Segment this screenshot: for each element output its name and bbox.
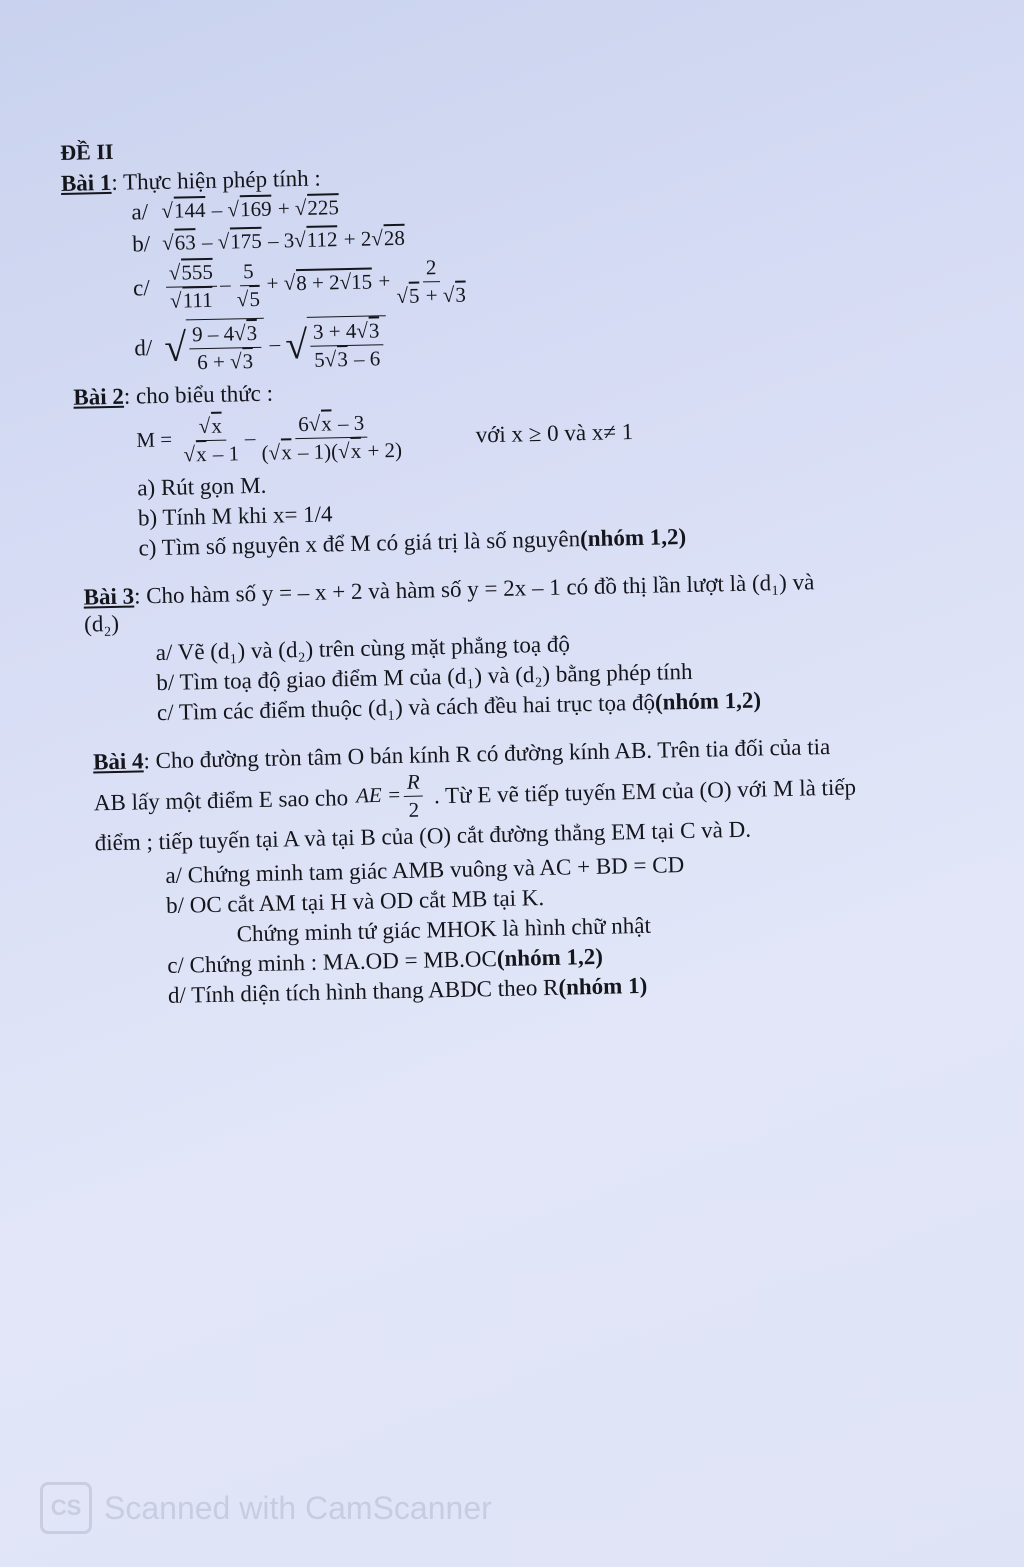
bai3-item-a: a/ Vẽ (d₁) và (d₂) trên cùng mặt phẳng toạ độ: [155, 631, 571, 666]
exam-heading: ĐỀ II: [60, 138, 114, 165]
bai4-ae-formula: AE = $\frac{R}{2}$: [356, 769, 427, 824]
bai4-d-text: d/ Tính diện tích hình thang ABDC theo R: [167, 974, 559, 1009]
bai1-d-label: d/: [134, 335, 153, 361]
bai4-intro: : Cho đường tròn tâm O bán kính R có đường kính AB. Trên tia đối của tia: [143, 734, 831, 774]
bai3-item-b: b/ Tìm toạ độ giao điểm M của (d₁) và (d₂) bằng phép tính: [156, 659, 693, 696]
bai2-item-a: a) Rút gọn M.: [137, 472, 267, 501]
bai4-label: Bài 4: [92, 748, 144, 775]
bai4-intro2b: . Từ E vẽ tiếp tuyến EM của (O) với M là tiếp: [433, 774, 857, 808]
bai3-c-group: (nhóm 1,2): [654, 687, 762, 715]
bai2-c-group: (nhóm 1,2): [579, 523, 687, 551]
bai2-m-expression: M = $\frac{√x}{√x - 1}$ – $\frac{6√x - 3}{(√x - 1)(√x + 2)}$: [136, 410, 403, 467]
bai2-intro: : cho biểu thức :: [123, 380, 274, 409]
bai4-intro-line3: điểm ; tiếp tuyến tại A và tại B của (O) cắt đường thẳng EM tại C và D.: [94, 816, 752, 856]
bai1-c-label: c/: [132, 275, 150, 301]
bai2-condition: với x ≥ 0 và x≠ 1: [475, 418, 634, 448]
bai4-c-text: c/ Chứng minh : MA.OD = MB.OC: [167, 946, 498, 979]
bai4-c-group: (nhóm 1,2): [496, 943, 604, 972]
bai1-label: Bài 1: [60, 170, 112, 197]
bai1-c-expression: $\frac{√555}{√111}$ – $\frac{5}{√5}$ + √8 + 2√15 + $\frac{2}{√5 + √3}$: [163, 255, 474, 315]
bai4-item-b2: Chứng minh tứ giác MHOK là hình chữ nhật: [236, 912, 652, 947]
bai2-item-b: b) Tính M khi x= 1/4: [137, 500, 333, 531]
watermark-text: Scanned with CamScanner: [104, 1489, 492, 1526]
bai1-a-label: a/: [131, 199, 149, 225]
bai4-intro2a: AB lấy một điểm E sao cho: [93, 784, 349, 816]
bai4-item-a: a/ Chứng minh tam giác AMB vuông và AC + BD = CD: [165, 852, 685, 889]
bai2-label: Bài 2: [73, 383, 125, 410]
bai4-item-b: b/ OC cắt AM tại H và OD cắt MB tại K.: [165, 885, 545, 919]
bai2-c-text: c) Tìm số nguyên x để M có giá trị là số nguyên: [138, 525, 581, 561]
camscanner-logo-icon: CS: [40, 1482, 92, 1534]
bai3-label: Bài 3: [83, 583, 135, 610]
bai1-d-expression: √ $\frac{9 - 4√3}{6 + √3}$ – √ $\frac{3 + 4√3}{5√3 - 6}$: [164, 315, 387, 376]
camscanner-watermark: [40, 1482, 492, 1534]
bai1-b-label: b/: [131, 231, 151, 257]
bai3-c-text: c/ Tìm các điểm thuộc (d₁) và cách đều hai trục tọa độ: [156, 689, 656, 726]
bai3-intro: : Cho hàm số y = – x + 2 và hàm số y = 2x – 1 có đồ thị lần lượt là (d₁) và: [133, 568, 815, 609]
exam-content: [60, 121, 978, 1014]
bai3-intro-cont: (d₂): [83, 611, 120, 637]
bai1-b-expression: √63 – √175 – 3√112 + 2√28: [161, 226, 406, 256]
bai1-a-expression: √144 – √169 + √225: [161, 195, 340, 224]
bai4-d-group: (nhóm 1): [558, 973, 648, 1000]
bai1-intro: : Thực hiện phép tính :: [111, 165, 322, 196]
